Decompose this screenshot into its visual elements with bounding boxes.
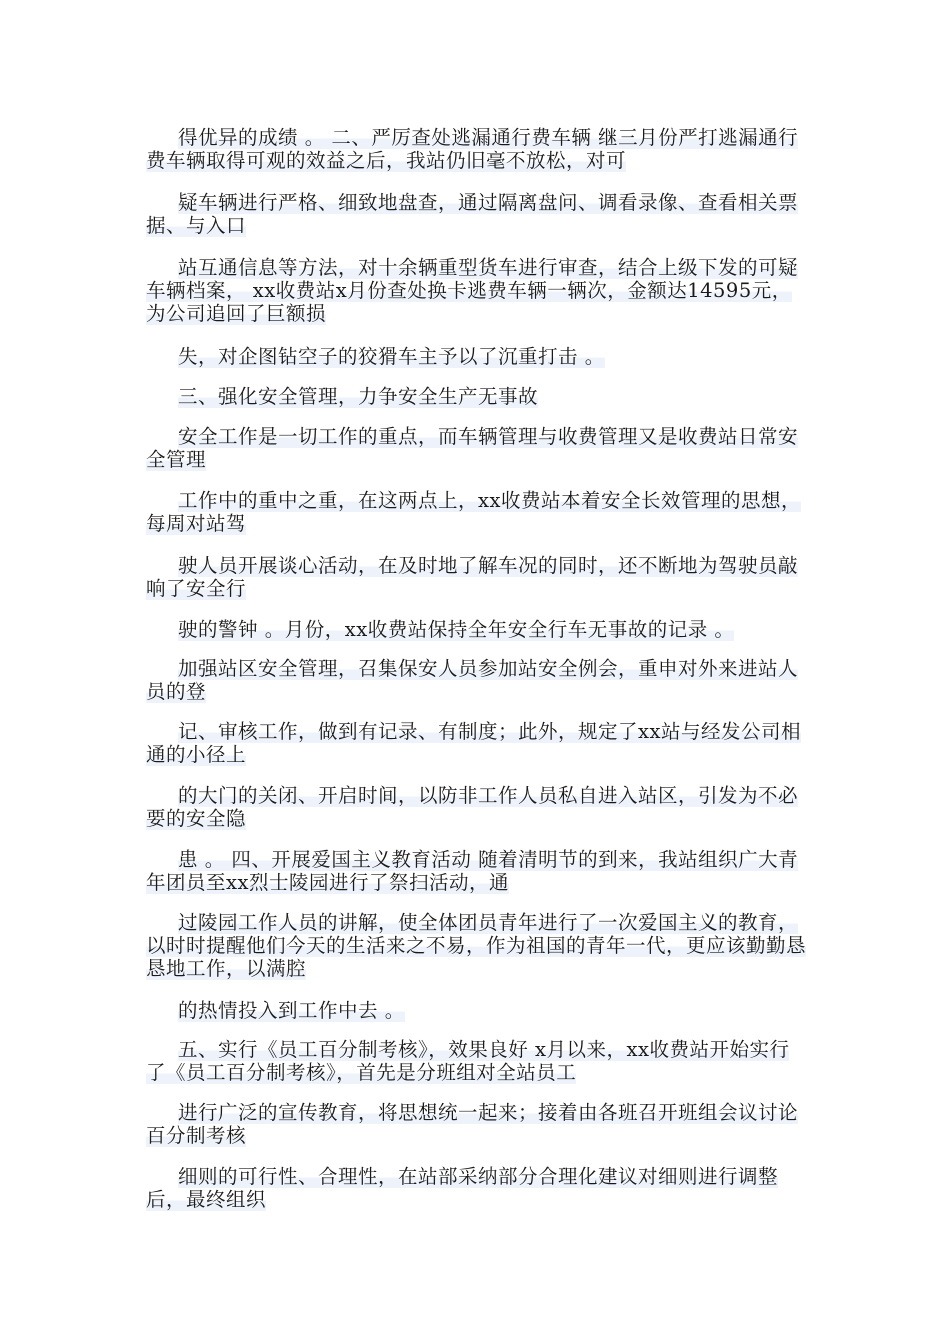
paragraph-15-text: 的热情投入到工作中去 。 bbox=[178, 999, 405, 1022]
paragraph-14 bbox=[146, 911, 808, 980]
paragraph-6-text: 安全工作是一切工作的重点，而车辆管理与收费管理又是收费站日常安全管理 bbox=[146, 425, 799, 471]
paragraph-13 bbox=[146, 848, 808, 894]
paragraph-12 bbox=[146, 784, 808, 830]
paragraph-7-text: 工作中的重中之重，在这两点上，xx收费站本着安全长效管理的思想，每周对站驾 bbox=[146, 489, 801, 535]
paragraph-9-text: 驶的警钟 。月份，xx收费站保持全年安全行车无事故的记录 。 bbox=[178, 618, 735, 641]
paragraph-14-text: 过陵园工作人员的讲解，使全体团员青年进行了一次爱国主义的教育，以时时提醒他们今天的生活来之不易，作为祖国的青年一代，更应该勤勤恳恳地工作，以满腔 bbox=[146, 911, 807, 980]
paragraph-6 bbox=[146, 425, 808, 471]
paragraph-13-text: 患 。 四、开展爱国主义教育活动 随着清明节的到来，我站组织广大青年团员至xx烈士陵园进行了祭扫活动，通 bbox=[146, 848, 799, 894]
paragraph-9 bbox=[146, 618, 808, 641]
paragraph-10 bbox=[146, 657, 808, 703]
section-heading-3 bbox=[146, 385, 808, 408]
paragraph-11-text: 记、审核工作，做到有记录、有制度；此外，规定了xx站与经发公司相通的小径上 bbox=[146, 720, 801, 766]
paragraph-3 bbox=[146, 256, 808, 325]
paragraph-12-text: 的大门的关闭、开启时间，以防非工作人员私自进入站区，引发为不必要的安全隐 bbox=[146, 784, 799, 830]
paragraph-7 bbox=[146, 489, 808, 535]
paragraph-8 bbox=[146, 554, 808, 600]
paragraph-10-text: 加强站区安全管理，召集保安人员参加站安全例会，重申对外来进站人员的登 bbox=[146, 657, 799, 703]
paragraph-17 bbox=[146, 1101, 808, 1147]
paragraph-2-text: 疑车辆进行严格、细致地盘查，通过隔离盘问、调看录像、查看相关票据、与入口 bbox=[146, 191, 799, 237]
paragraph-18-text: 细则的可行性、合理性，在站部采纳部分合理化建议对细则进行调整后，最终组织 bbox=[146, 1165, 779, 1211]
paragraph-17-text: 进行广泛的宣传教育，将思想统一起来；接着由各班召开班组会议讨论百分制考核 bbox=[146, 1101, 799, 1147]
paragraph-8-text: 驶人员开展谈心活动，在及时地了解车况的同时，还不断地为驾驶员敲响了安全行 bbox=[146, 554, 799, 600]
paragraph-18 bbox=[146, 1165, 808, 1211]
paragraph-11 bbox=[146, 720, 808, 766]
paragraph-4-text: 失，对企图钻空子的狡猾车主予以了沉重打击 。 bbox=[178, 345, 605, 368]
paragraph-16-text: 五、实行《员工百分制考核》，效果良好 x月以来，xx收费站开始实行了《员工百分制考核》，首先是分班组对全站员工 bbox=[146, 1038, 790, 1084]
paragraph-3-text: 站互通信息等方法，对十余辆重型货车进行审查，结合上级下发的可疑车辆档案， xx收费站x月份查处换卡逃费车辆一辆次，金额达14595元，为公司追回了巨额损 bbox=[146, 256, 799, 325]
paragraph-16 bbox=[146, 1038, 808, 1084]
section-heading-3-text: 三、强化安全管理，力争安全生产无事故 bbox=[178, 385, 539, 408]
paragraph-4 bbox=[146, 345, 808, 368]
paragraph-1 bbox=[146, 126, 808, 172]
paragraph-15 bbox=[146, 999, 808, 1022]
paragraph-1-text: 得优异的成绩 。 二、严厉查处逃漏通行费车辆 继三月份严打逃漏通行费车辆取得可观的效益之后，我站仍旧毫不放松，对可 bbox=[146, 126, 799, 172]
paragraph-2 bbox=[146, 191, 808, 237]
